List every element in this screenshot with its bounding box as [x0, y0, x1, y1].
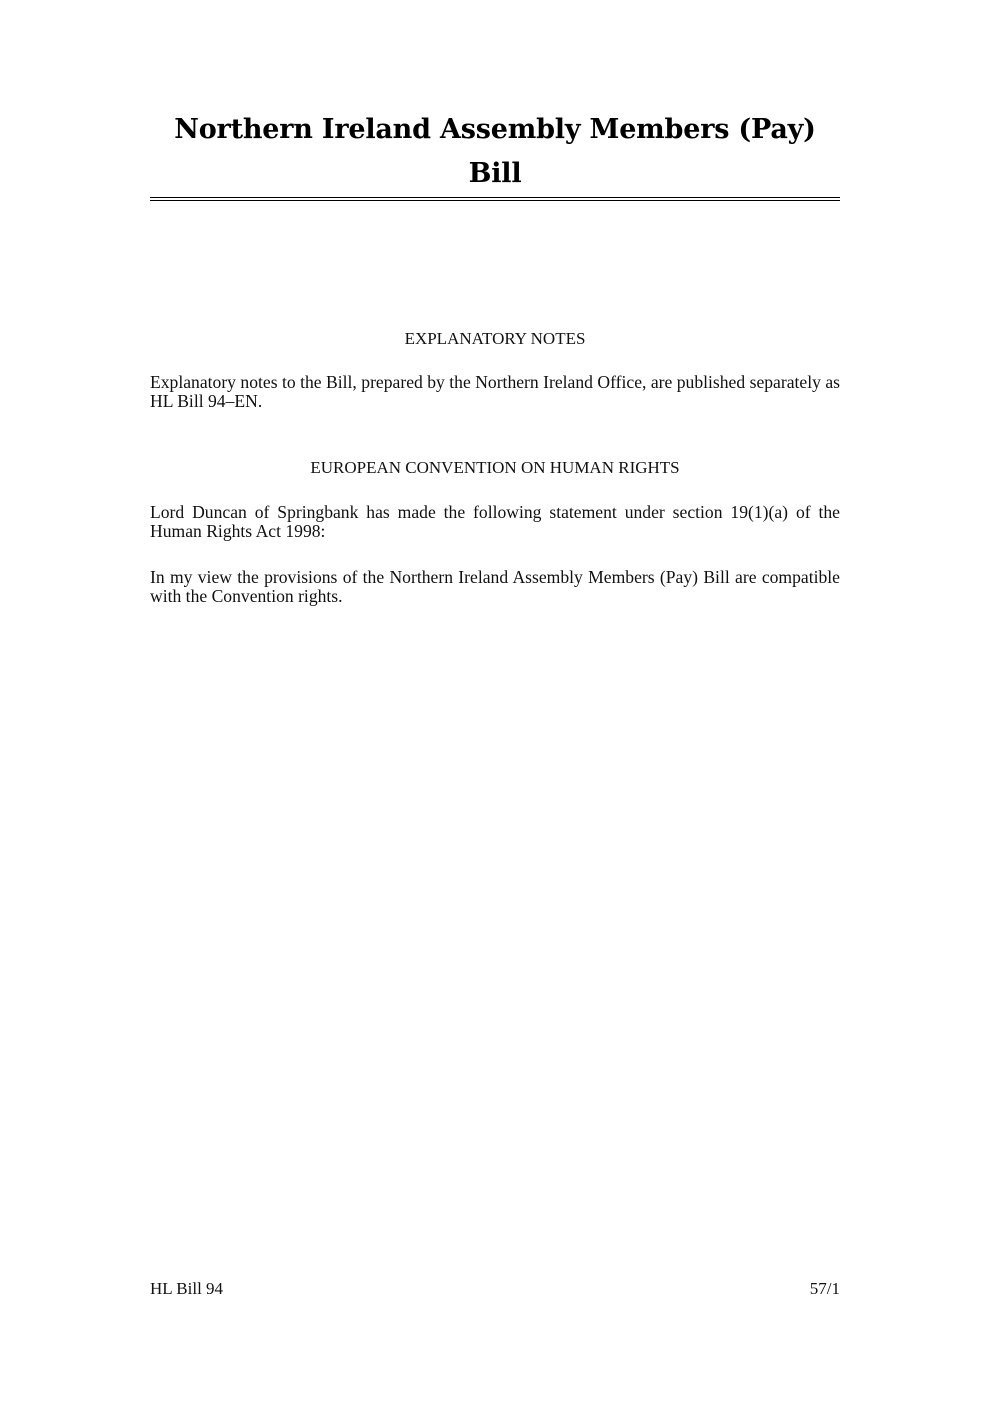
echr-statement: In my view the provisions of the Northern Ireland Assembly Members (Pay) Bill are compatible with the Convention rights. — [150, 567, 840, 606]
title-rule-top — [150, 197, 840, 198]
title-block — [150, 108, 840, 201]
document-title: Northern Ireland Assembly Members (Pay) Bill — [174, 114, 816, 189]
footer-page-code: 57/1 — [809, 1279, 840, 1298]
explanatory-notes-text: Explanatory notes to the Bill, prepared by the Northern Ireland Office, are published separately as HL Bill 94–EN. — [150, 372, 840, 411]
title-rule-bottom — [150, 200, 840, 201]
explanatory-notes-heading: EXPLANATORY NOTES — [404, 329, 586, 348]
footer-bill-ref: HL Bill 94 — [150, 1279, 224, 1298]
echr-statement-intro: Lord Duncan of Springbank has made the following statement under section 19(1)(a) of the Human Rights Act 1998: — [150, 502, 840, 541]
echr-heading: EUROPEAN CONVENTION ON HUMAN RIGHTS — [310, 458, 680, 477]
